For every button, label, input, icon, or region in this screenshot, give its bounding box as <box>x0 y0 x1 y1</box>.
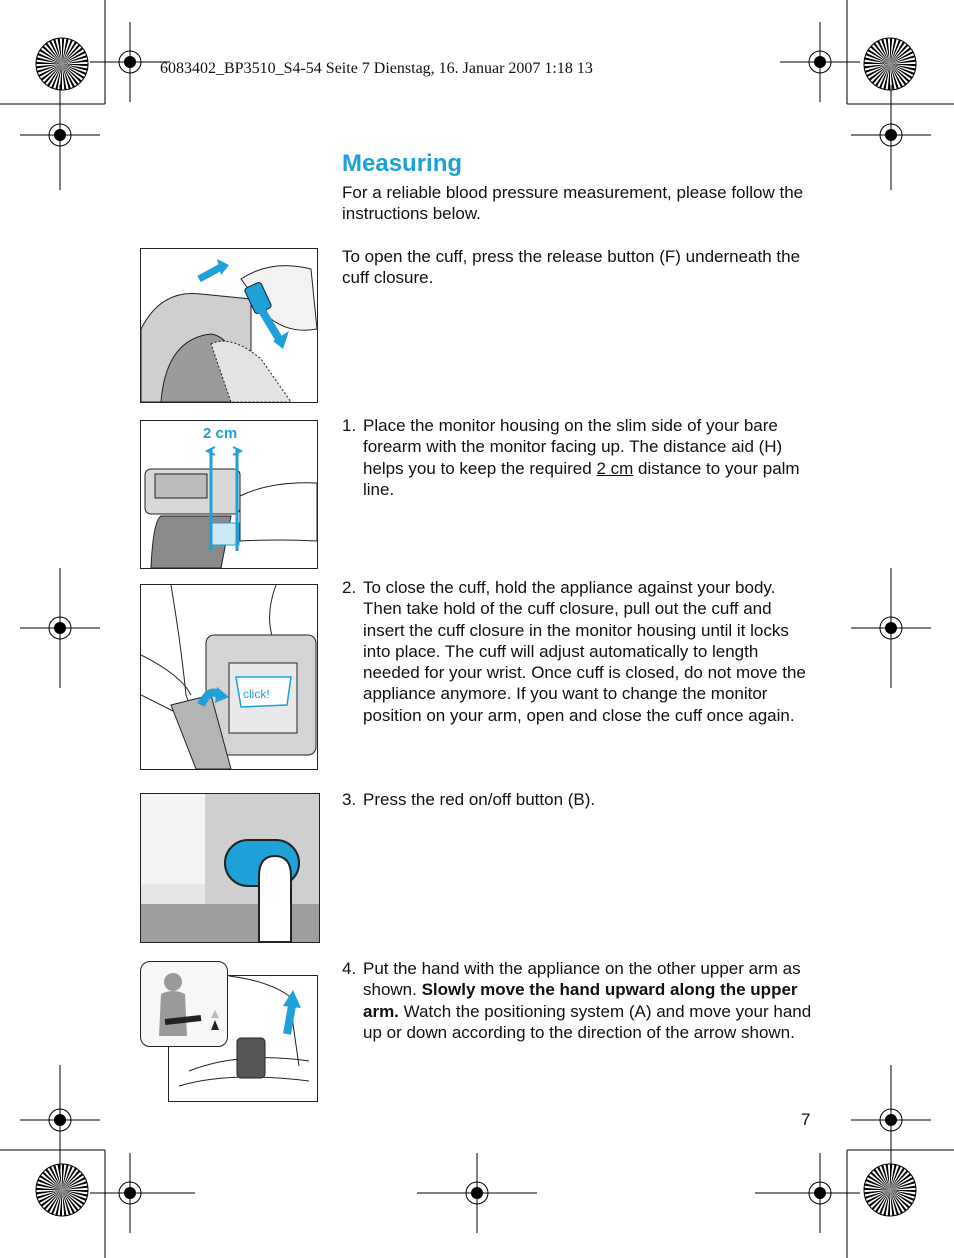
starburst-mark <box>36 1164 88 1216</box>
distance-underlined: 2 cm <box>596 458 634 478</box>
distance-aid-illustration <box>140 420 318 569</box>
open-cuff-illustration <box>140 248 318 403</box>
click-label: click! <box>243 687 270 701</box>
bold-instruction: Slowly move the hand upward along the upper arm. <box>363 980 798 1021</box>
step-number: 3. <box>342 790 357 809</box>
step-number: 1. <box>342 416 357 435</box>
step-number: 2. <box>342 578 357 597</box>
intro-text: For a reliable blood pressure measurement, please follow the instructions below. <box>342 183 804 224</box>
page-title: Measuring <box>342 150 463 177</box>
positioning-inset <box>140 961 228 1047</box>
close-cuff-illustration <box>140 584 318 770</box>
starburst-mark <box>36 38 88 90</box>
print-header: 6083402_BP3510_S4-54 Seite 7 Dienstag, 16. Januar 2007 1:18 13 <box>160 60 593 77</box>
distance-label: 2 cm <box>203 425 238 442</box>
starburst-mark <box>864 38 916 90</box>
starburst-mark <box>864 1164 916 1216</box>
step-number: 4. <box>342 959 357 978</box>
open-cuff-text: To open the cuff, press the release button (F) underneath the cuff closure. <box>342 247 801 288</box>
power-button-illustration <box>140 793 320 943</box>
page-number: 7 <box>801 1110 811 1129</box>
